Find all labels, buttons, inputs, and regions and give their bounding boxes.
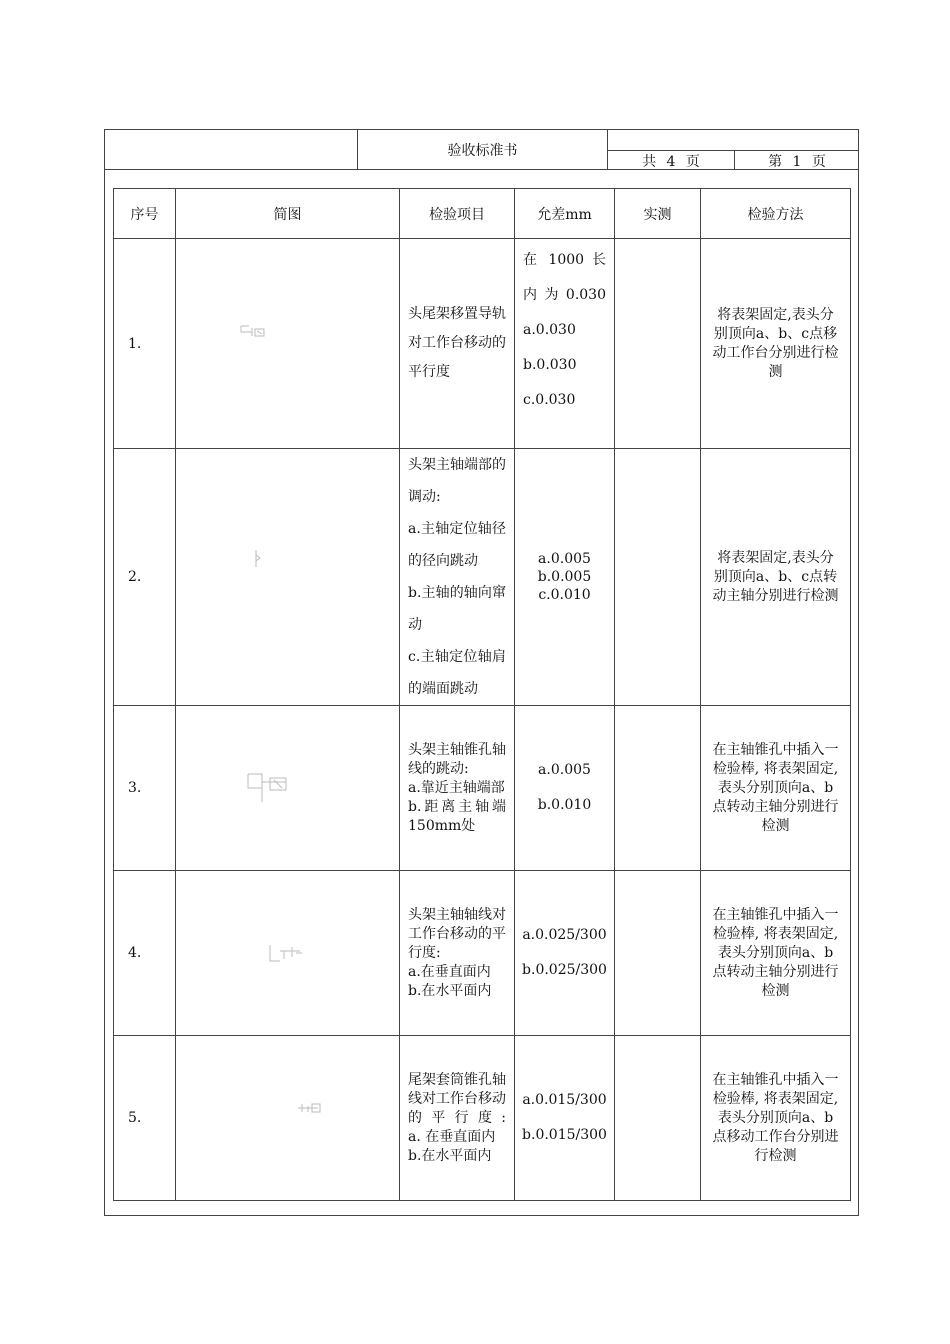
table-row <box>114 239 851 449</box>
col-header-diagram: 简图 <box>176 189 400 239</box>
col-header-seq: 序号 <box>114 189 176 239</box>
diagram-cell <box>176 706 400 871</box>
sketch-icon <box>296 1100 322 1116</box>
col-header-measured: 实测 <box>615 189 701 239</box>
row-tolerance: a.0.015/300 b.0.015/300 <box>515 1036 615 1201</box>
row-method: 将表架固定,表头分别顶向a、b、c点转动主轴分别进行检测 <box>701 449 851 706</box>
header-blank-cell <box>104 129 357 170</box>
sketch-icon <box>254 549 262 569</box>
table-header-row <box>114 189 851 239</box>
row-tolerance: a.0.005 b.0.010 <box>515 706 615 871</box>
header-divider <box>104 169 859 170</box>
row-tolerance: a.0.005 b.0.005 c.0.010 <box>515 449 615 706</box>
diagram-cell <box>176 1036 400 1201</box>
document-title: 验收标准书 <box>357 129 608 170</box>
row-seq: 3. <box>114 706 176 871</box>
row-measured <box>615 239 701 449</box>
row-measured <box>615 449 701 706</box>
row-tolerance: 在 1000 长内为0.030 a.0.030 b.0.030 c.0.030 <box>515 239 615 449</box>
table-row <box>114 449 851 706</box>
col-header-item: 检验项目 <box>400 189 515 239</box>
row-method: 在主轴锥孔中插入一检验棒, 将表架固定,表头分别顶向a、b点转动主轴分别进行检测 <box>701 706 851 871</box>
sketch-icon <box>268 941 304 965</box>
row-method: 在主轴锥孔中插入一检验棒, 将表架固定,表头分别顶向a、b点移动工作台分别进行检测 <box>701 1036 851 1201</box>
col-header-method: 检验方法 <box>701 189 851 239</box>
row-item: 头架主轴端部的调动: a.主轴定位轴径的径向跳动 b.主轴的轴向窜动 c.主轴定位轴肩的端面跳动 <box>400 449 515 706</box>
row-seq: 2. <box>114 449 176 706</box>
table-row <box>114 871 851 1036</box>
row-seq: 5. <box>114 1036 176 1201</box>
row-item: 头架主轴锥孔轴线的跳动: a.靠近主轴端部 b.距离主轴端150mm处 <box>400 706 515 871</box>
sketch-icon <box>246 768 290 806</box>
table-row <box>114 1036 851 1201</box>
row-item: 头尾架移置导轨对工作台移动的平行度 <box>400 239 515 449</box>
header-blank-cell-right <box>608 129 859 150</box>
col-header-tolerance: 允差mm <box>515 189 615 239</box>
current-page: 第 1 页 <box>734 150 859 170</box>
sketch-icon <box>240 323 266 339</box>
row-measured <box>615 871 701 1036</box>
inspection-table <box>113 188 851 1201</box>
row-item: 尾架套筒锥孔轴线对工作台移动的平行度: a. 在垂直面内 b.在水平面内 <box>400 1036 515 1201</box>
row-seq: 1. <box>114 239 176 449</box>
diagram-cell <box>176 239 400 449</box>
row-method: 在主轴锥孔中插入一检验棒, 将表架固定,表头分别顶向a、b点转动主轴分别进行检测 <box>701 871 851 1036</box>
diagram-cell <box>176 449 400 706</box>
row-measured <box>615 1036 701 1201</box>
table-row <box>114 706 851 871</box>
row-method: 将表架固定,表头分别顶向a、b、c点移动工作台分别进行检测 <box>701 239 851 449</box>
row-tolerance: a.0.025/300 b.0.025/300 <box>515 871 615 1036</box>
row-item: 头架主轴轴线对工作台移动的平行度: a.在垂直面内 b.在水平面内 <box>400 871 515 1036</box>
total-pages: 共 4 页 <box>608 150 734 170</box>
row-seq: 4. <box>114 871 176 1036</box>
diagram-cell <box>176 871 400 1036</box>
header-table <box>104 129 859 170</box>
row-measured <box>615 706 701 871</box>
